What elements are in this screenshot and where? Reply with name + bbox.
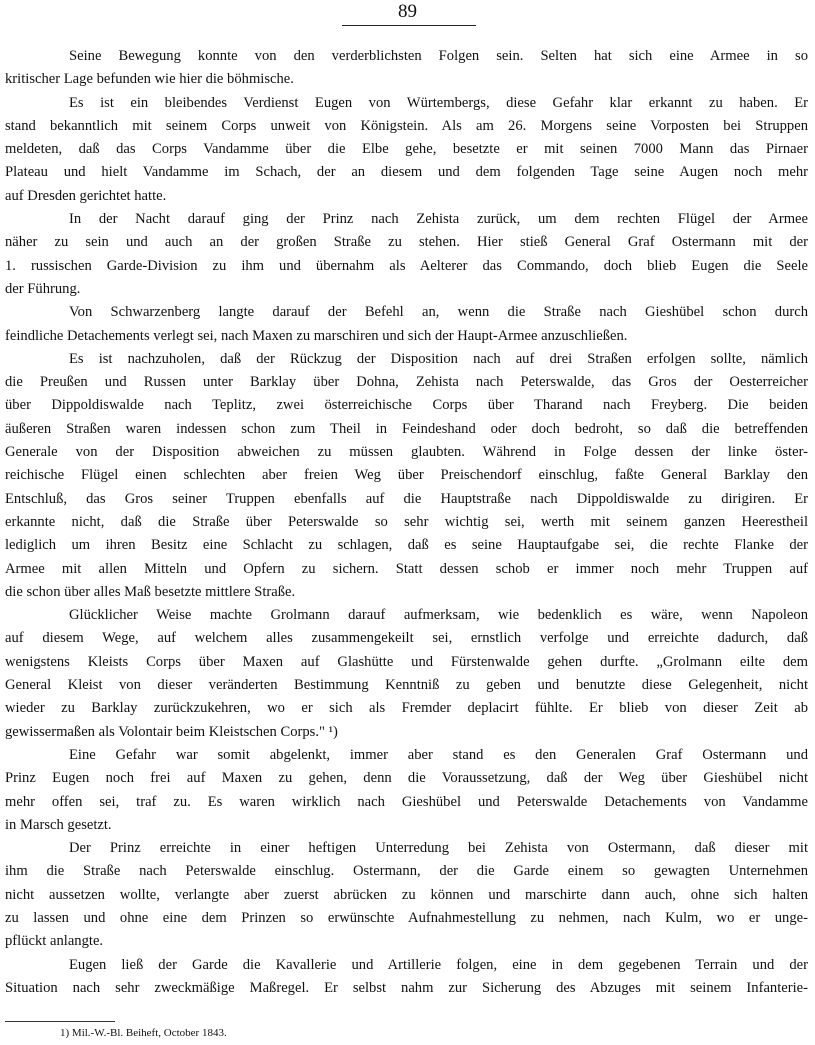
text-line: Plateau und hielt Vandamme im Schach, der an diesem und dem folgenden Tage seine Augen noch mehr xyxy=(5,164,808,181)
text-line: Glücklicher Weise machte Grolmann darauf aufmerksam, wie bedenklich es wäre, wenn Napoleon xyxy=(69,607,808,624)
text-line: General Kleist von dieser veränderten Bestimmung Kenntniß zu geben und benutzte diese Gelegenheit, nicht xyxy=(5,677,808,694)
text-line: kritischer Lage befunden wie hier die böhmische. xyxy=(5,71,294,88)
text-line: auf diesem Wege, auf welchem alles zusammengekeilt sei, ernstlich verfolge und erreichte dadurch, daß xyxy=(5,630,808,647)
text-line: näher zu sein und auch an der großen Straße zu stehen. Hier stieß General Graf Ostermann mit der xyxy=(5,234,808,251)
text-line: Armee mit allen Mitteln und Opfern zu sichern. Statt dessen schob er immer noch mehr Truppen auf xyxy=(5,560,808,577)
text-line: ihm die Straße nach Peterswalde einschlug. Ostermann, der die Garde einem so gewagten Unternehmen xyxy=(5,863,808,880)
text-line: feindliche Detachements verlegt sei, nach Maxen zu marschiren und sich der Haupt-Armee anzuschließen. xyxy=(5,327,628,344)
text-line: Entschluß, das Gros seiner Truppen ebenfalls auf die Hauptstraße nach Dippoldiswalde zu dirigiren. Er xyxy=(5,490,808,507)
text-line: auf Dresden gerichtet hatte. xyxy=(5,187,167,204)
text-line: Es ist ein bleibendes Verdienst Eugen von Würtembergs, diese Gefahr klar erkannt zu haben. Er xyxy=(69,94,808,111)
text-line: Eine Gefahr war somit abgelenkt, immer aber stand es den Generalen Graf Ostermann und xyxy=(69,746,808,763)
text-line: Prinz Eugen noch frei auf Maxen zu gehen, denn die Voraussetzung, daß der Weg über Gieshübel nicht xyxy=(5,770,808,787)
text-line: Der Prinz erreichte in einer heftigen Unterredung bei Zehista von Ostermann, daß dieser mit xyxy=(69,840,808,857)
text-line: die Preußen und Russen unter Barklay über Dohna, Zehista nach Peterswalde, das Gros der Oesterreicher xyxy=(5,374,808,391)
text-line: erkannte nicht, daß die Straße über Peterswalde so sehr wichtig sei, werth mit seinem ganzen Heerestheil xyxy=(5,513,808,530)
text-line: Eugen ließ der Garde die Kavallerie und Artillerie folgen, eine in dem gegebenen Terrain und der xyxy=(69,956,808,973)
text-line: der Führung. xyxy=(5,280,81,297)
text-line: die schon über alles Maß besetzte mittlere Straße. xyxy=(5,583,296,600)
body-text xyxy=(5,45,808,1000)
text-line: meldeten, daß das Corps Vandamme über die Elbe gehe, besetzte er mit seinen 7000 Mann das Pirnaer xyxy=(5,141,808,158)
text-line: gewissermaßen als Volontair beim Kleistschen Corps." ¹) xyxy=(5,723,338,740)
text-line: Es ist nachzuholen, daß der Rückzug der Disposition nach auf drei Straßen erfolgen sollte, nämlich xyxy=(69,350,808,367)
text-line: wieder zu Barklay zurückzukehren, wo er sich als Fremder deplacirt fühlte. Er blieb von dieser Zeit ab xyxy=(5,700,808,717)
text-line: pflückt anlangte. xyxy=(5,933,104,950)
text-line: über Dippoldiswalde nach Teplitz, zwei österreichische Corps über Tharand nach Freyberg. Die beiden xyxy=(5,397,808,414)
text-line: nicht aussetzen wollte, verlangte aber zuerst abrücken zu können und marschirte dann auch, ohne sich halten xyxy=(5,886,808,903)
text-line: in Marsch gesetzt. xyxy=(5,816,112,833)
text-line: 1. russischen Garde-Division zu ihm und übernahm als Aelterer das Commando, doch blieb Eugen die Seele xyxy=(5,257,808,274)
text-line: lediglich um ihren Besitz eine Schlacht zu schlagen, daß es seine Hauptaufgabe sei, die rechte Flanke der xyxy=(5,537,808,554)
text-line: stand bekanntlich mit seinem Corps unweit von Königstein. Als am 26. Morgens seine Vorposten bei Struppen xyxy=(5,117,808,134)
text-line: mehr offen sei, traf zu. Es waren wirklich nach Gieshübel und Peterswalde Detachements von Vandamme xyxy=(5,793,808,810)
text-line: Generale von der Disposition abweichen zu müssen glaubten. Während in Folge dessen der linke öster- xyxy=(5,444,808,461)
footnote-rule xyxy=(5,1021,115,1022)
text-line: äußeren Straßen waren indessen schon zum Theil in Feindeshand oder doch bedroht, so daß die betreffenden xyxy=(5,420,808,437)
text-line: wenigstens Kleists Corps über Maxen auf Glashütte und Fürstenwalde gehen durfte. „Grolmann eilte dem xyxy=(5,653,808,670)
text-line: reichische Flügel einen schlechten aber freien Weg über Preischendorf einschlug, faßte General Barklay den xyxy=(5,467,808,484)
page-number: 89 xyxy=(398,1,417,22)
footnote: 1) Mil.-W.-Bl. Beiheft, October 1843. xyxy=(60,1027,227,1039)
header-rule xyxy=(342,25,476,26)
text-line: Situation nach sehr zweckmäßige Maßregel. Er selbst nahm zur Sicherung des Abzuges mit seinem Infanterie- xyxy=(5,979,808,996)
text-line: zu lassen und ohne eine dem Prinzen so erwünschte Aufnahmestellung zu nehmen, nach Kulm, wo er unge- xyxy=(5,909,808,926)
text-line: In der Nacht darauf ging der Prinz nach Zehista zurück, um dem rechten Flügel der Armee xyxy=(69,211,808,228)
text-line: Von Schwarzenberg langte darauf der Befehl an, wenn die Straße nach Gieshübel schon durch xyxy=(69,304,808,321)
text-line: Seine Bewegung konnte von den verderblichsten Folgen sein. Selten hat sich eine Armee in so xyxy=(69,48,808,64)
